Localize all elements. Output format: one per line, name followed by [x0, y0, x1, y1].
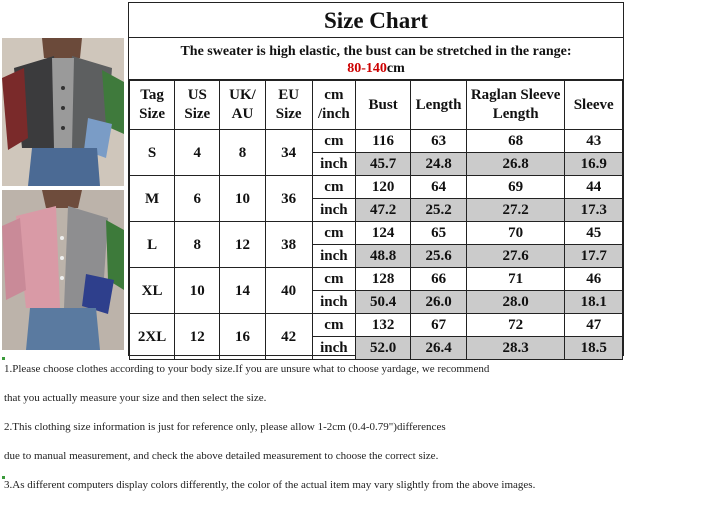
bust-inch-cell: 47.2 [355, 199, 410, 222]
raglan-cm-cell: 72 [466, 314, 565, 337]
sleeve-cm-cell: 46 [565, 268, 623, 291]
header-sleeve: Sleeve [565, 81, 623, 130]
product-photos [2, 38, 124, 350]
elasticity-text: The sweater is high elastic, the bust can be stretched in the range: [180, 44, 572, 59]
eu-size-cell: 34 [265, 130, 312, 176]
eu-size-cell: 42 [265, 314, 312, 360]
tag-size-cell: XL [130, 268, 175, 314]
bust-range: 80-140 [347, 61, 387, 76]
sleeve-inch-cell: 17.7 [565, 245, 623, 268]
uk-au-size-cell: 14 [220, 268, 265, 314]
unit-inch-cell: inch [312, 245, 355, 268]
header-unit: cm /inch [312, 81, 355, 130]
bust-inch-cell: 45.7 [355, 153, 410, 176]
us-size-cell: 8 [175, 222, 220, 268]
bust-inch-cell: 50.4 [355, 291, 410, 314]
bust-inch-cell: 48.8 [355, 245, 410, 268]
raglan-inch-cell: 26.8 [466, 153, 565, 176]
unit-cm-cell: cm [312, 176, 355, 199]
eu-size-cell: 40 [265, 268, 312, 314]
raglan-inch-cell: 27.6 [466, 245, 565, 268]
size-row-cm [130, 222, 623, 245]
eu-size-cell: 36 [265, 176, 312, 222]
length-cm-cell: 66 [411, 268, 466, 291]
tag-size-cell: L [130, 222, 175, 268]
size-table-body [130, 130, 623, 360]
size-chart [128, 2, 624, 356]
header-raglan-sleeve-length: Raglan Sleeve Length [466, 81, 565, 130]
note-line: 2.This clothing size information is just for reference only, please allow 1-2cm (0.4-0.79")differences [4, 421, 446, 433]
raglan-inch-cell: 28.3 [466, 337, 565, 360]
unit-inch-cell: inch [312, 153, 355, 176]
raglan-cm-cell: 71 [466, 268, 565, 291]
length-cm-cell: 67 [411, 314, 466, 337]
length-cm-cell: 63 [411, 130, 466, 153]
length-inch-cell: 26.0 [411, 291, 466, 314]
size-row-cm [130, 268, 623, 291]
bust-cm-cell: 132 [355, 314, 410, 337]
raglan-inch-cell: 27.2 [466, 199, 565, 222]
header-bust: Bust [355, 81, 410, 130]
unit-cm-cell: cm [312, 314, 355, 337]
bust-cm-cell: 120 [355, 176, 410, 199]
unit-cm-cell: cm [312, 130, 355, 153]
product-photo-pink-cardigan [2, 190, 124, 350]
uk-au-size-cell: 8 [220, 130, 265, 176]
size-table [129, 80, 623, 360]
header-length: Length [411, 81, 466, 130]
table-header-row [130, 81, 623, 130]
length-inch-cell: 25.2 [411, 199, 466, 222]
uk-au-size-cell: 16 [220, 314, 265, 360]
header-us-size: US Size [175, 81, 220, 130]
sleeve-cm-cell: 47 [565, 314, 623, 337]
note-line: 1.Please choose clothes according to your body size.If you are unsure what to choose yardage, we recommend [4, 363, 490, 375]
raglan-cm-cell: 68 [466, 130, 565, 153]
length-cm-cell: 64 [411, 176, 466, 199]
raglan-cm-cell: 69 [466, 176, 565, 199]
unit-inch-cell: inch [312, 291, 355, 314]
bust-range-unit: cm [386, 61, 405, 76]
size-row-cm [130, 176, 623, 199]
bust-cm-cell: 128 [355, 268, 410, 291]
length-cm-cell: 65 [411, 222, 466, 245]
header-uk-au: UK/ AU [220, 81, 265, 130]
tag-size-cell: 2XL [130, 314, 175, 360]
note-line: 3.As different computers display colors differently, the color of the actual item may vary slightly from the above images. [4, 479, 536, 491]
size-row-cm [130, 130, 623, 153]
sleeve-cm-cell: 44 [565, 176, 623, 199]
unit-cm-cell: cm [312, 222, 355, 245]
bust-inch-cell: 52.0 [355, 337, 410, 360]
header-tag-size: Tag Size [130, 81, 175, 130]
note-line: that you actually measure your size and then select the size. [4, 392, 267, 404]
tag-size-cell: M [130, 176, 175, 222]
length-inch-cell: 25.6 [411, 245, 466, 268]
elasticity-note [129, 38, 623, 80]
uk-au-size-cell: 12 [220, 222, 265, 268]
tag-size-cell: S [130, 130, 175, 176]
sleeve-cm-cell: 43 [565, 130, 623, 153]
size-row-cm [130, 314, 623, 337]
chart-title: Size Chart [129, 3, 623, 38]
us-size-cell: 6 [175, 176, 220, 222]
us-size-cell: 12 [175, 314, 220, 360]
raglan-inch-cell: 28.0 [466, 291, 565, 314]
unit-inch-cell: inch [312, 337, 355, 360]
us-size-cell: 4 [175, 130, 220, 176]
sleeve-inch-cell: 17.3 [565, 199, 623, 222]
sleeve-inch-cell: 16.9 [565, 153, 623, 176]
raglan-cm-cell: 70 [466, 222, 565, 245]
sleeve-inch-cell: 18.5 [565, 337, 623, 360]
size-notes [4, 362, 708, 507]
header-eu-size: EU Size [265, 81, 312, 130]
length-inch-cell: 26.4 [411, 337, 466, 360]
unit-inch-cell: inch [312, 199, 355, 222]
bust-cm-cell: 116 [355, 130, 410, 153]
product-photo-green-cardigan [2, 38, 124, 186]
uk-au-size-cell: 10 [220, 176, 265, 222]
us-size-cell: 10 [175, 268, 220, 314]
corner-mark [2, 357, 5, 360]
note-line: due to manual measurement, and check the above detailed measurement to choose the correct size. [4, 450, 439, 462]
unit-cm-cell: cm [312, 268, 355, 291]
sleeve-cm-cell: 45 [565, 222, 623, 245]
length-inch-cell: 24.8 [411, 153, 466, 176]
sleeve-inch-cell: 18.1 [565, 291, 623, 314]
eu-size-cell: 38 [265, 222, 312, 268]
bust-cm-cell: 124 [355, 222, 410, 245]
